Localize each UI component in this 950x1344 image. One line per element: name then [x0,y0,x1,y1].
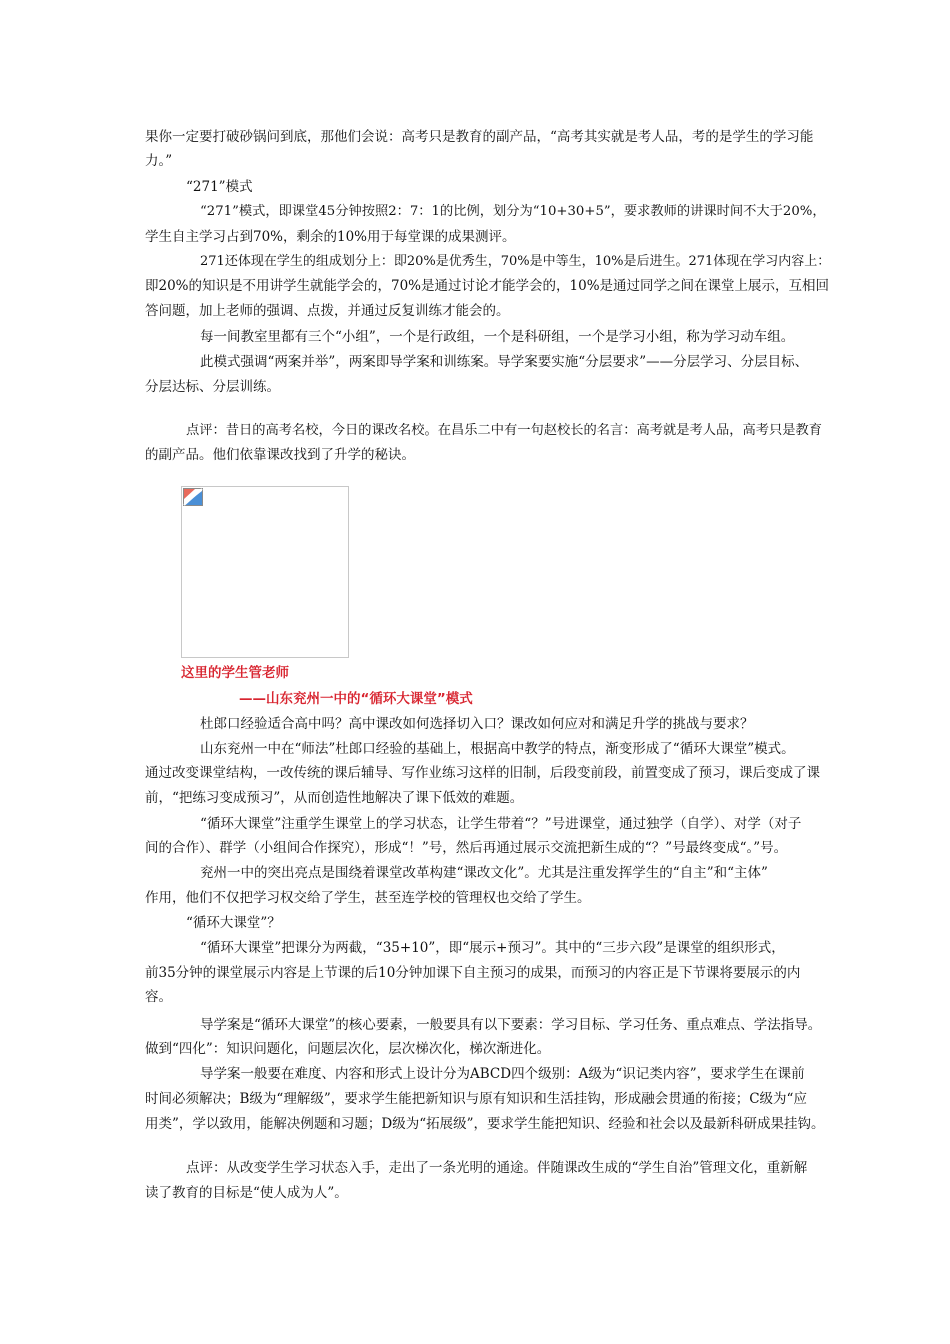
text-line: 前35分钟的课堂展示内容是上节课的后10分钟加课下自主预习的成果，而预习的内容正是下节课将要展示的内 [145,965,801,981]
broken-image-icon [183,488,203,506]
text-line: 此模式强调“两案并举”，两案即导学案和训练案。导学案要实施“分层要求”——分层学习、分层目标、 [200,354,809,370]
text-line: 作用，他们不仅把学习权交给了学生，甚至连学校的管理权也交给了学生。 [145,890,591,906]
text-line: 兖州一中的突出亮点是围绕着课堂改革构建“课改文化”。尤其是注重发挥学生的“自主”和“主体” [200,865,768,881]
text-line: 用类”，学以致用，能解决例题和习题；D级为“拓展级”，要求学生能把知识、经验和社会以及最新科研成果挂钩。 [145,1116,825,1132]
text-line: “271”模式，即课堂45分钟按照2：7：1的比例，划分为“10+30+5”，要求教师的讲课时间不大于20%， [200,204,826,219]
text-line: 力。” [145,153,173,169]
article-subtitle: ——山东兖州一中的“循环大课堂”模式 [239,691,473,707]
text-line: 通过改变课堂结构，一改传统的课后辅导、写作业练习这样的旧制，后段变前段，前置变成了预习，课后变成了课 [145,765,820,781]
text-line: 果你一定要打破砂锅问到底，那他们会说：高考只是教育的副产品，“高考其实就是考人品，考的是学生的学习能 [145,129,814,145]
review-text: 点评：昔日的高考名校，今日的课改名校。在昌乐二中有一句赵校长的名言：高考就是考人品，高考只是教育 [186,423,823,438]
text-line: 即20%的知识是不用讲学生就能学会的，70%是通过讨论才能学会的，10%是通过同学之间在课堂上展示，互相回 [145,278,830,294]
section-heading: “循环大课堂”？ [186,915,281,931]
image-placeholder [181,486,349,658]
text-line: 山东兖州一中在“师法”杜郎口经验的基础上，根据高中教学的特点，渐变形成了“循环大课堂”模式。 [200,741,795,757]
text-line: 时间必须解决；B级为“理解级”，要求学生能把新知识与原有知识和生活挂钩，形成融会贯通的衔接；C级为“应 [145,1091,807,1107]
text-line: 每一间教室里都有三个“小组”，一个是行政组，一个是科研组，一个是学习小组，称为学习动车组。 [200,329,795,345]
text-line: 前，“把练习变成预习”，从而创造性地解决了课下低效的难题。 [145,790,524,806]
review-text: 点评：从改变学生学习状态入手，走出了一条光明的通途。伴随课改生成的“学生自治”管理文化，重新解 [186,1160,808,1176]
article-title: 这里的学生管老师 [181,665,289,681]
text-line: 导学案是“循环大课堂”的核心要素，一般要具有以下要素：学习目标、学习任务、重点难点、学法指导。 [200,1017,822,1033]
text-line: 容。 [145,989,172,1005]
text-line: 学生自主学习占到70%，剩余的10%用于每堂课的成果测评。 [145,229,516,245]
text-line: 分层达标、分层训练。 [145,379,280,395]
text-line: 答问题，加上老师的强调、点拨，并通过反复训练才能会的。 [145,303,510,319]
text-line: 做到“四化”：知识问题化，问题层次化，层次梯次化，梯次渐进化。 [145,1041,551,1057]
review-text: 读了教育的目标是“使人成为人”。 [145,1185,348,1201]
text-line: “循环大课堂”注重学生课堂上的学习状态，让学生带着“？”号进课堂，通过独学（自学）、对学（对子 [200,816,802,832]
text-line: 导学案一般要在难度、内容和形式上设计分为ABCD四个级别：A级为“识记类内容”，要求学生在课前 [200,1066,805,1082]
text-line: 间的合作）、群学（小组间合作探究），形成“！”号，然后再通过展示交流把新生成的“？”号最终变成“。”号。 [145,840,788,856]
text-line: “循环大课堂”把课分为两截，“35+10”，即“展示+预习”。其中的“三步六段”是课堂的组织形式， [200,940,785,956]
text-line: 271还体现在学生的组成划分上：即20%是优秀生，70%是中等生，10%是后进生。271体现在学习内容上： [200,254,830,269]
review-text: 的副产品。他们依靠课改找到了升学的秘诀。 [145,447,415,463]
text-line: 杜郎口经验适合高中吗？高中课改如何选择切入口？课改如何应对和满足升学的挑战与要求？ [200,716,754,732]
section-heading: “271”模式 [186,179,253,195]
